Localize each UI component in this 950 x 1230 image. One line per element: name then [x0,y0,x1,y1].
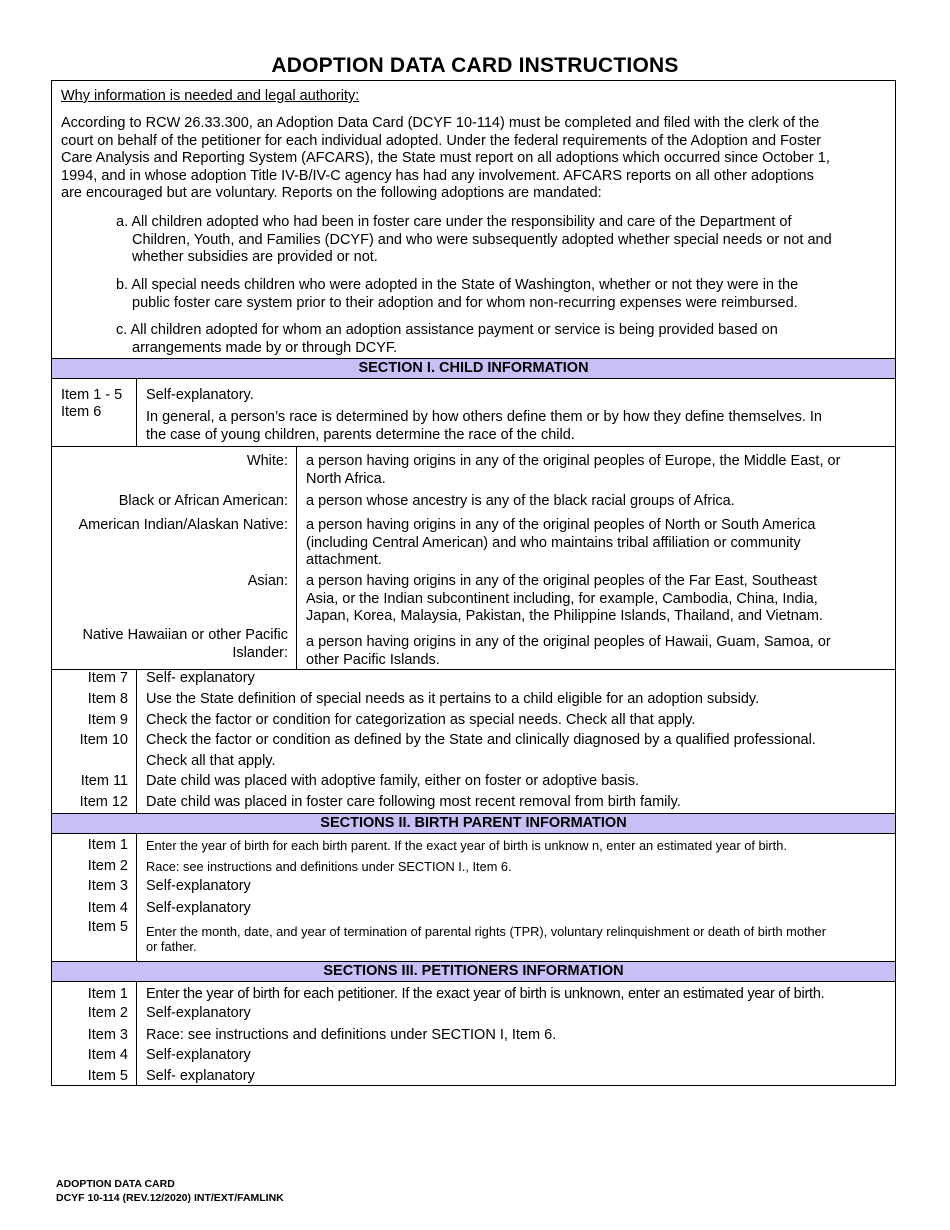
item-text [146,878,892,896]
item-label: Item 1 [87,837,128,853]
race-label [52,627,288,662]
section-1-header: SECTION I. CHILD INFORMATION [52,359,895,378]
race-definition [306,517,894,570]
item-text: Race: see instructions and definitions under SECTION I, Item 6. [146,1027,557,1043]
item-text: Enter the year of birth for each petitioner. If the exact year of birth is unknown, enter an estimated year of birth. [146,986,825,1002]
instructions-table [51,80,896,1086]
race-definition-line: other Pacific Islands. [306,651,440,668]
race-definition-line: Asia, or the Indian subcontinent including, for example, Cambodia, China, India, [306,590,818,607]
race-label-line: White: [246,453,288,469]
race-label [52,453,288,471]
race-label-line: Black or African American: [118,493,288,509]
section-2-header: SECTIONS II. BIRTH PARENT INFORMATION [52,814,895,833]
item-text: Check all that apply. [146,753,276,769]
item-1-5-label: Item 1 - 5 [61,387,123,403]
race-label [52,493,288,511]
race-definition-line: attachment. [306,552,382,568]
race-definition-line: a person having origins in any of the original peoples of Europe, the Middle East, or [306,453,841,469]
item-text [146,838,892,853]
item-text [146,900,892,918]
race-definition-line: a person whose ancestry is any of the black racial groups of Africa. [306,493,735,509]
item-text-line: Enter the month, date, and year of termination of parental rights (TPR), voluntary relinquishment or death of birth mother [146,924,827,939]
item-text: Use the State definition of special needs as it pertains to a child eligible for an adoption subsidy. [146,691,760,707]
item-6-label: Item 6 [61,404,102,420]
item-label: Item 2 [87,1005,128,1021]
race-definition-line: Japan, Korea, Malaysia, Pakistan, the Philippine Islands, Thailand, and Vietnam. [306,608,823,624]
item-label: Item 12 [79,794,128,810]
item-label: Item 4 [87,1047,128,1063]
item-text: Check the factor or condition for categorization as special needs. Check all that apply. [146,712,696,728]
page-title: ADOPTION DATA CARD INSTRUCTIONS [271,54,679,77]
item-label: Item 3 [87,878,128,894]
item-label: Item 1 [87,986,128,1002]
race-definition [306,634,894,669]
mandate-c: c. All children adopted for whom an adoption assistance payment or service is being provided based on arrangements made by or through DCYF. [116,322,778,356]
race-definition-line: North Africa. [306,470,386,487]
race-label [52,517,288,535]
race-definition [306,453,894,488]
item-label: Item 11 [80,773,128,789]
item-text: Self- explanatory [146,1068,255,1084]
intro-heading: Why information is needed and legal authority: [61,88,360,104]
item-6-text: In general, a person’s race is determined by how others define them or by how they define themselves. In the case of young children, parents determine the race of the child. [146,409,822,443]
item-text-line: Race: see instructions and definitions under SECTION I., Item 6. [146,859,512,874]
intro-paragraph: According to RCW 26.33.300, an Adoption Data Card (DCYF 10-114) must be completed and filed with the clerk of the court on behalf of the petitioner for each individual adopted. Under the federal requirements of the Adoption and Foster Care Analysis and Reporting System (AFCARS), the State must report on all adoptions which occurred since October 1, 1994, and in whose adoption Title IV-B/IV-C agency has had any involvement. AFCARS reports on all other adoptions are encouraged but are voluntary. Reports on the following adoptions are mandated: [61,115,830,201]
race-definition [306,493,894,511]
race-definition-line: (including Central American) and who maintains tribal affiliation or community [306,534,801,551]
item-text: Self-explanatory [146,1005,251,1021]
race-label [52,573,288,591]
footer-form-name: ADOPTION DATA CARD [56,1178,175,1190]
item-text-line: Enter the year of birth for each birth parent. If the exact year of birth is unknow n, enter an estimated year of birth. [146,838,787,853]
race-definition [306,573,894,626]
item-label: Item 5 [87,919,128,935]
item-text-line: or father. [146,939,197,954]
item-text-line: Self-explanatory [146,900,251,916]
item-text: Date child was placed with adoptive family, either on foster or adoptive basis. [146,773,639,789]
item-label: Item 9 [87,712,128,728]
item-text [146,924,892,954]
item-text: Check the factor or condition as defined by the State and clinically diagnosed by a qualified professional. [146,732,816,748]
item-text [146,859,892,874]
race-label-line: American Indian/Alaskan Native: [78,517,288,533]
race-label-line: Asian: [247,573,288,589]
mandate-b: b. All special needs children who were adopted in the State of Washington, whether or not they were in the public foster care system prior to their adoption and for whom non-recurring expenses were reimbursed. [116,277,799,311]
mandate-a: a. All children adopted who had been in foster care under the responsibility and care of the Department of Children, Youth, and Families (DCYF) and who were subsequently adopted whether special needs or not and whether subsidies are provided or not. [116,214,832,265]
item-label: Item 8 [87,691,128,707]
item-label: Item 10 [79,732,128,748]
item-text: Self- explanatory [146,670,255,686]
item-label: Item 2 [87,858,128,874]
item-label: Item 7 [87,670,128,686]
race-definition-line: a person having origins in any of the original peoples of North or South America [306,517,816,533]
item-label: Item 3 [87,1027,128,1043]
race-label-line: Islander: [232,644,288,661]
section-3-header: SECTIONS III. PETITIONERS INFORMATION [52,962,895,981]
item-1-5-text: Self-explanatory. [146,387,254,403]
footer-form-number: DCYF 10-114 (REV.12/2020) INT/EXT/FAMLINK [56,1192,284,1204]
item-text: Date child was placed in foster care following most recent removal from birth family. [146,794,681,810]
item-text: Self-explanatory [146,1047,251,1063]
race-definition-line: a person having origins in any of the original peoples of the Far East, Southeast [306,573,818,589]
item-text-line: Self-explanatory [146,878,251,894]
race-definition-line: a person having origins in any of the original peoples of Hawaii, Guam, Samoa, or [306,634,831,650]
item-label: Item 4 [87,900,128,916]
item-label: Item 5 [87,1068,128,1084]
race-label-line: Native Hawaiian or other Pacific [82,627,288,643]
